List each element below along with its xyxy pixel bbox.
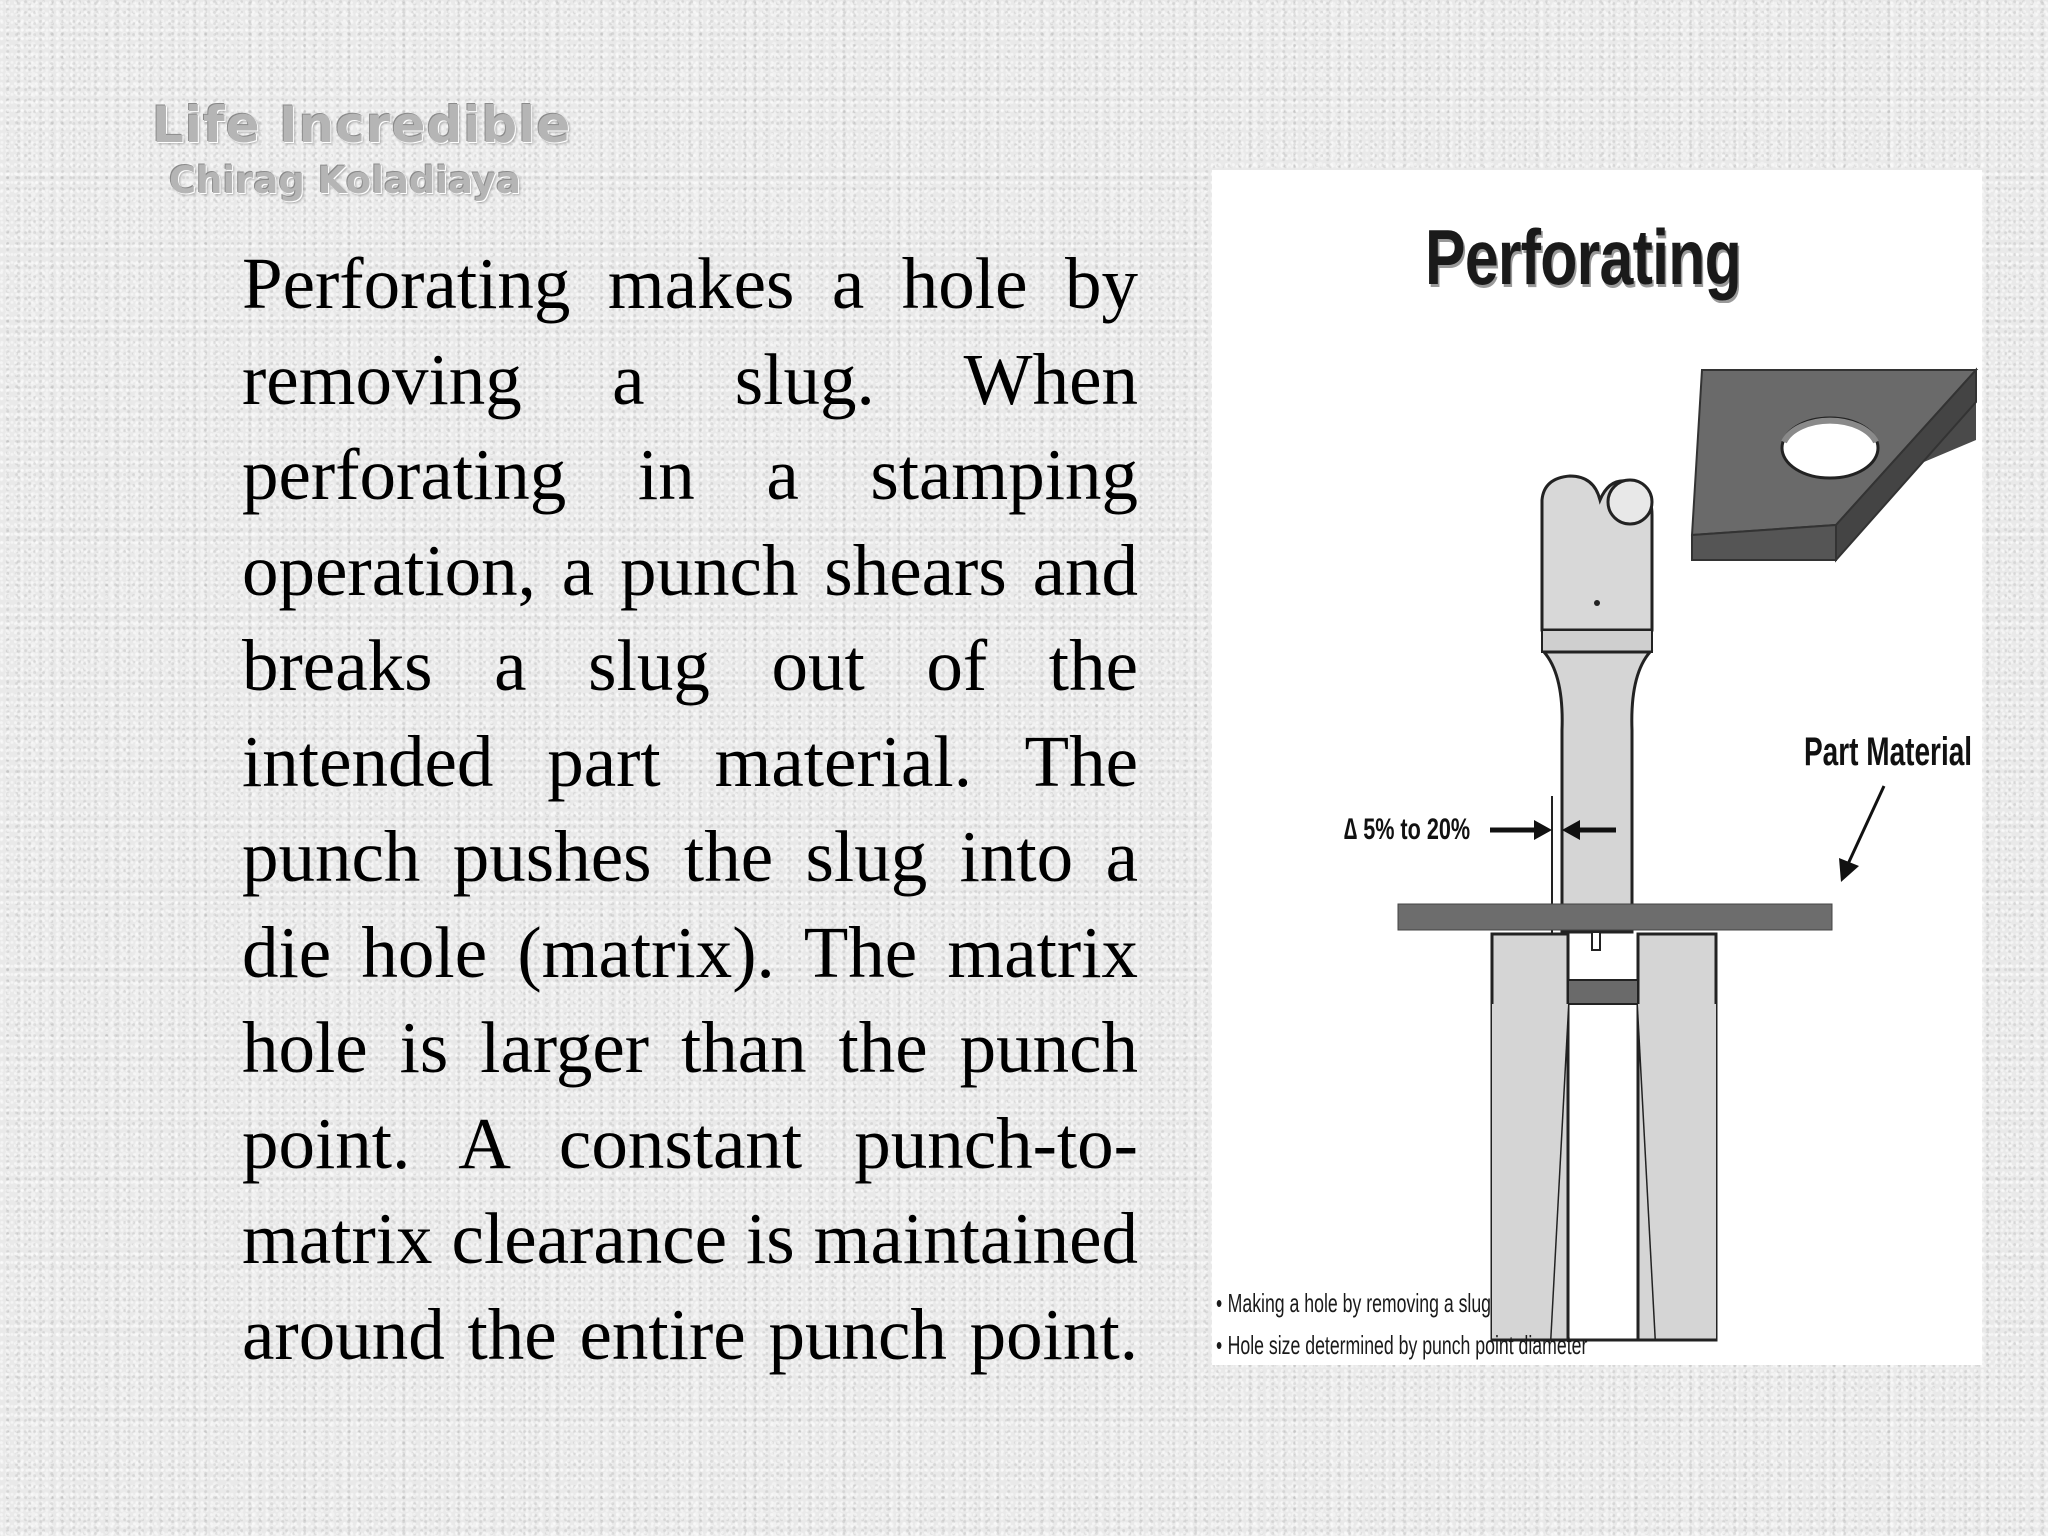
- part-material-arrow: [1839, 786, 1884, 882]
- perforating-figure: [1212, 170, 1982, 1365]
- die-matrix: [1492, 934, 1716, 1340]
- part-material-label: Part Material: [1804, 730, 1973, 774]
- perforated-plate: [1692, 370, 1976, 560]
- figure-bullets: [1216, 1282, 1587, 1366]
- brand-author: Chirag Koladiaya: [169, 159, 521, 202]
- brand-logo: [152, 96, 572, 202]
- brand-title: Life Incredible: [152, 96, 572, 154]
- slug: [1568, 980, 1638, 1004]
- figure-bullet: • Making a hole by removing a slug: [1216, 1282, 1587, 1324]
- punch: [1542, 476, 1652, 950]
- part-material-strip: [1398, 904, 1832, 930]
- figure-title: Perforating: [1425, 213, 1741, 301]
- slide-body-text: Perforating makes a hole by removing a slug. When perforating in a stamping operation, a punch shears and breaks a slug out of the intended part material. The punch pushes the slug into a die hole (matrix). The matrix hole is larger than the punch point. A constant punch-to-matrix clearance is maintained around the entire punch point.: [242, 243, 1138, 1375]
- clearance-label: ∆ 5% to 20%: [1344, 813, 1471, 846]
- figure-bullet: • Hole size determined by punch point diameter: [1216, 1324, 1587, 1366]
